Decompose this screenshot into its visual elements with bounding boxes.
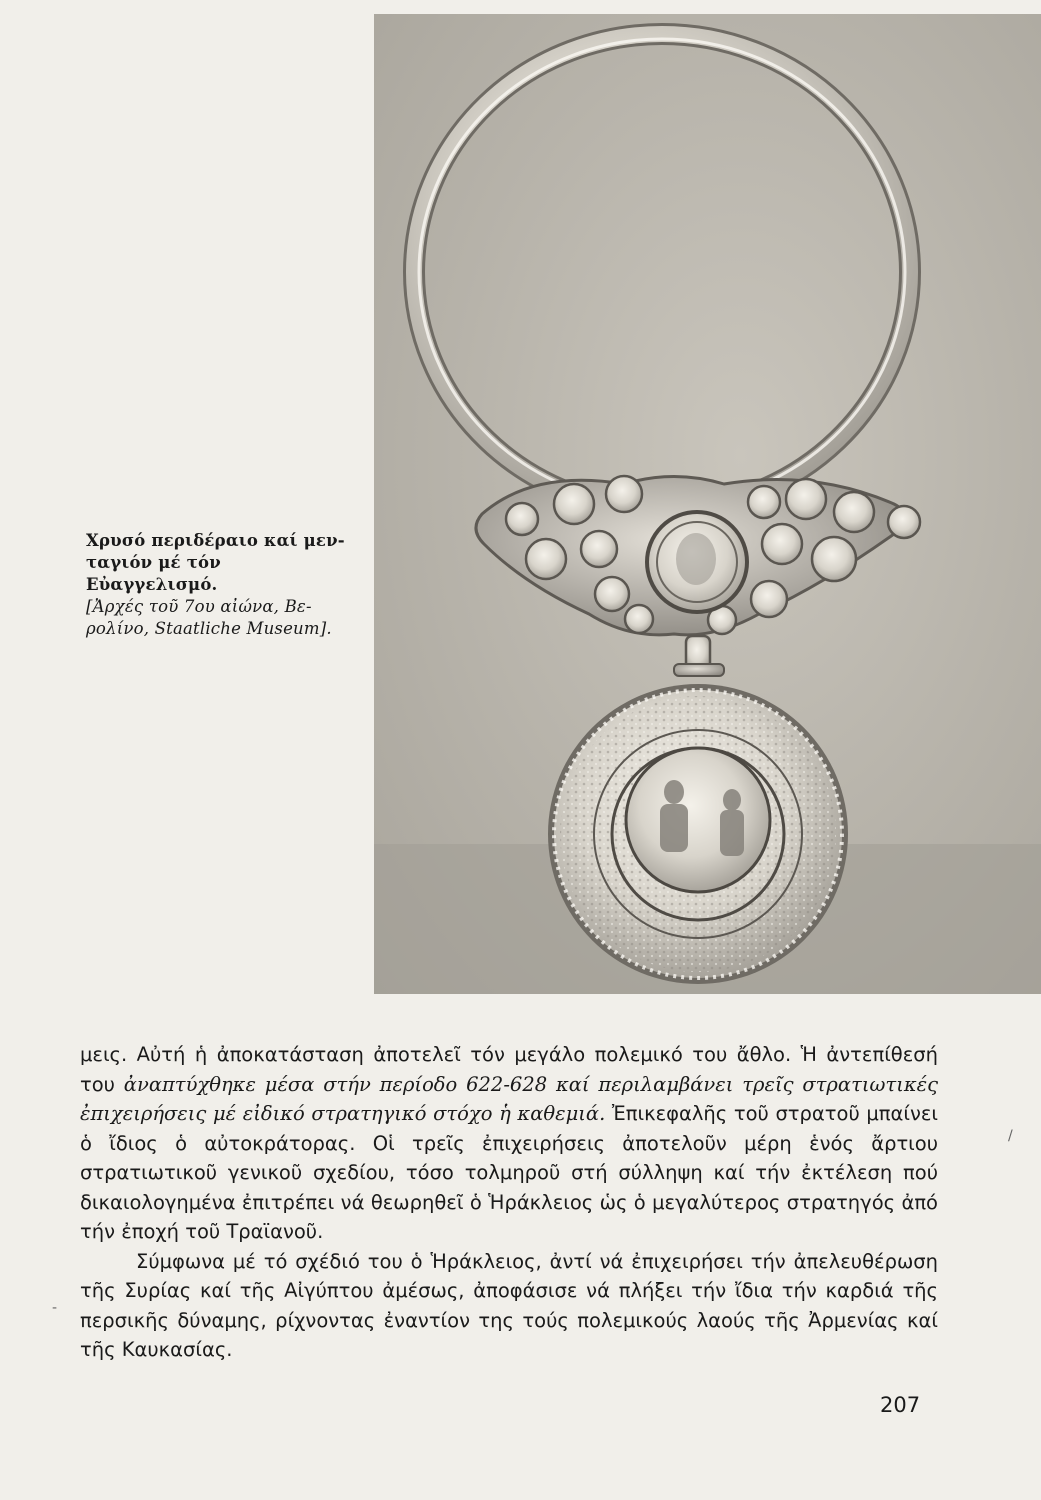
paragraph-text: Ἐπικεφαλῆς τοῦ στρατοῦ μπαίνει ὁ ἴδιος ὁ αὐτοκράτορας. Οἱ τρεῖς ἐπιχειρήσεις ἀποτελοῦν μέρη ἑνός ἄρτιου στρατιωτικοῦ γενικοῦ σχεδίου, τόσο τολμηροῦ στή σύλληψη καί τήν ἐκτέλεση πού δικαιολογημένα ἐπιτρέπει νά θεωρηθεῖ ὁ Ἡράκλειος ὡς ὁ μεγαλύτερος στρατηγός ἀπό τήν ἐποχή τοῦ Τραϊανοῦ. [80,1102,938,1243]
caption-line: [Ἀρχές τοῦ 7ου αἰώνα, Βε- [86,597,312,616]
necklace-illustration [374,14,1041,994]
pencil-mark: / [1008,1128,1013,1144]
body-text [80,1040,938,1365]
caption-line: ρολίνο, Staatliche Museum]. [86,619,332,638]
caption-line: ταγιόν μέ τόν Εὐαγγελισμό. [86,553,221,594]
necklace-photograph [374,14,1041,994]
paragraph [80,1040,938,1247]
page-number: 207 [880,1393,921,1417]
caption-line: Χρυσό περιδέραιο καί μεν- [86,531,345,550]
photo-caption [86,530,356,640]
paragraph-text: μεις. Αὐτή ἡ ἀποκατάσταση ἀποτελεῖ τόν μεγάλο πολεμικό του ἄθλο. Ἡ ἀντεπίθεσή του [80,1043,938,1096]
pencil-mark: - [52,1300,58,1316]
paragraph: Σύμφωνα μέ τό σχέδιό του ὁ Ἡράκλειος, ἀντί νά ἐπιχειρήσει τήν ἀπελευθέρωση τῆς Συρίας καί τῆς Αἰγύπτου ἀμέσως, ἀποφάσισε νά πλήξει τήν ἴδια τήν καρδιά τῆς περσικῆς δύναμης, ρίχνοντας ἐναντίον της τούς πολεμικούς λαούς τῆς Ἀρμενίας καί τῆς Καυκασίας. [80,1249,938,1361]
paragraph-italic-text: ἀναπτύχθηκε μέσα στήν περίοδο 622-628 καί περιλαμβάνει τρεῖς στρατιωτικές ἐπιχειρήσεις μέ εἰδικό στρατηγικό στόχο ἡ καθεμιά. [80,1072,939,1125]
